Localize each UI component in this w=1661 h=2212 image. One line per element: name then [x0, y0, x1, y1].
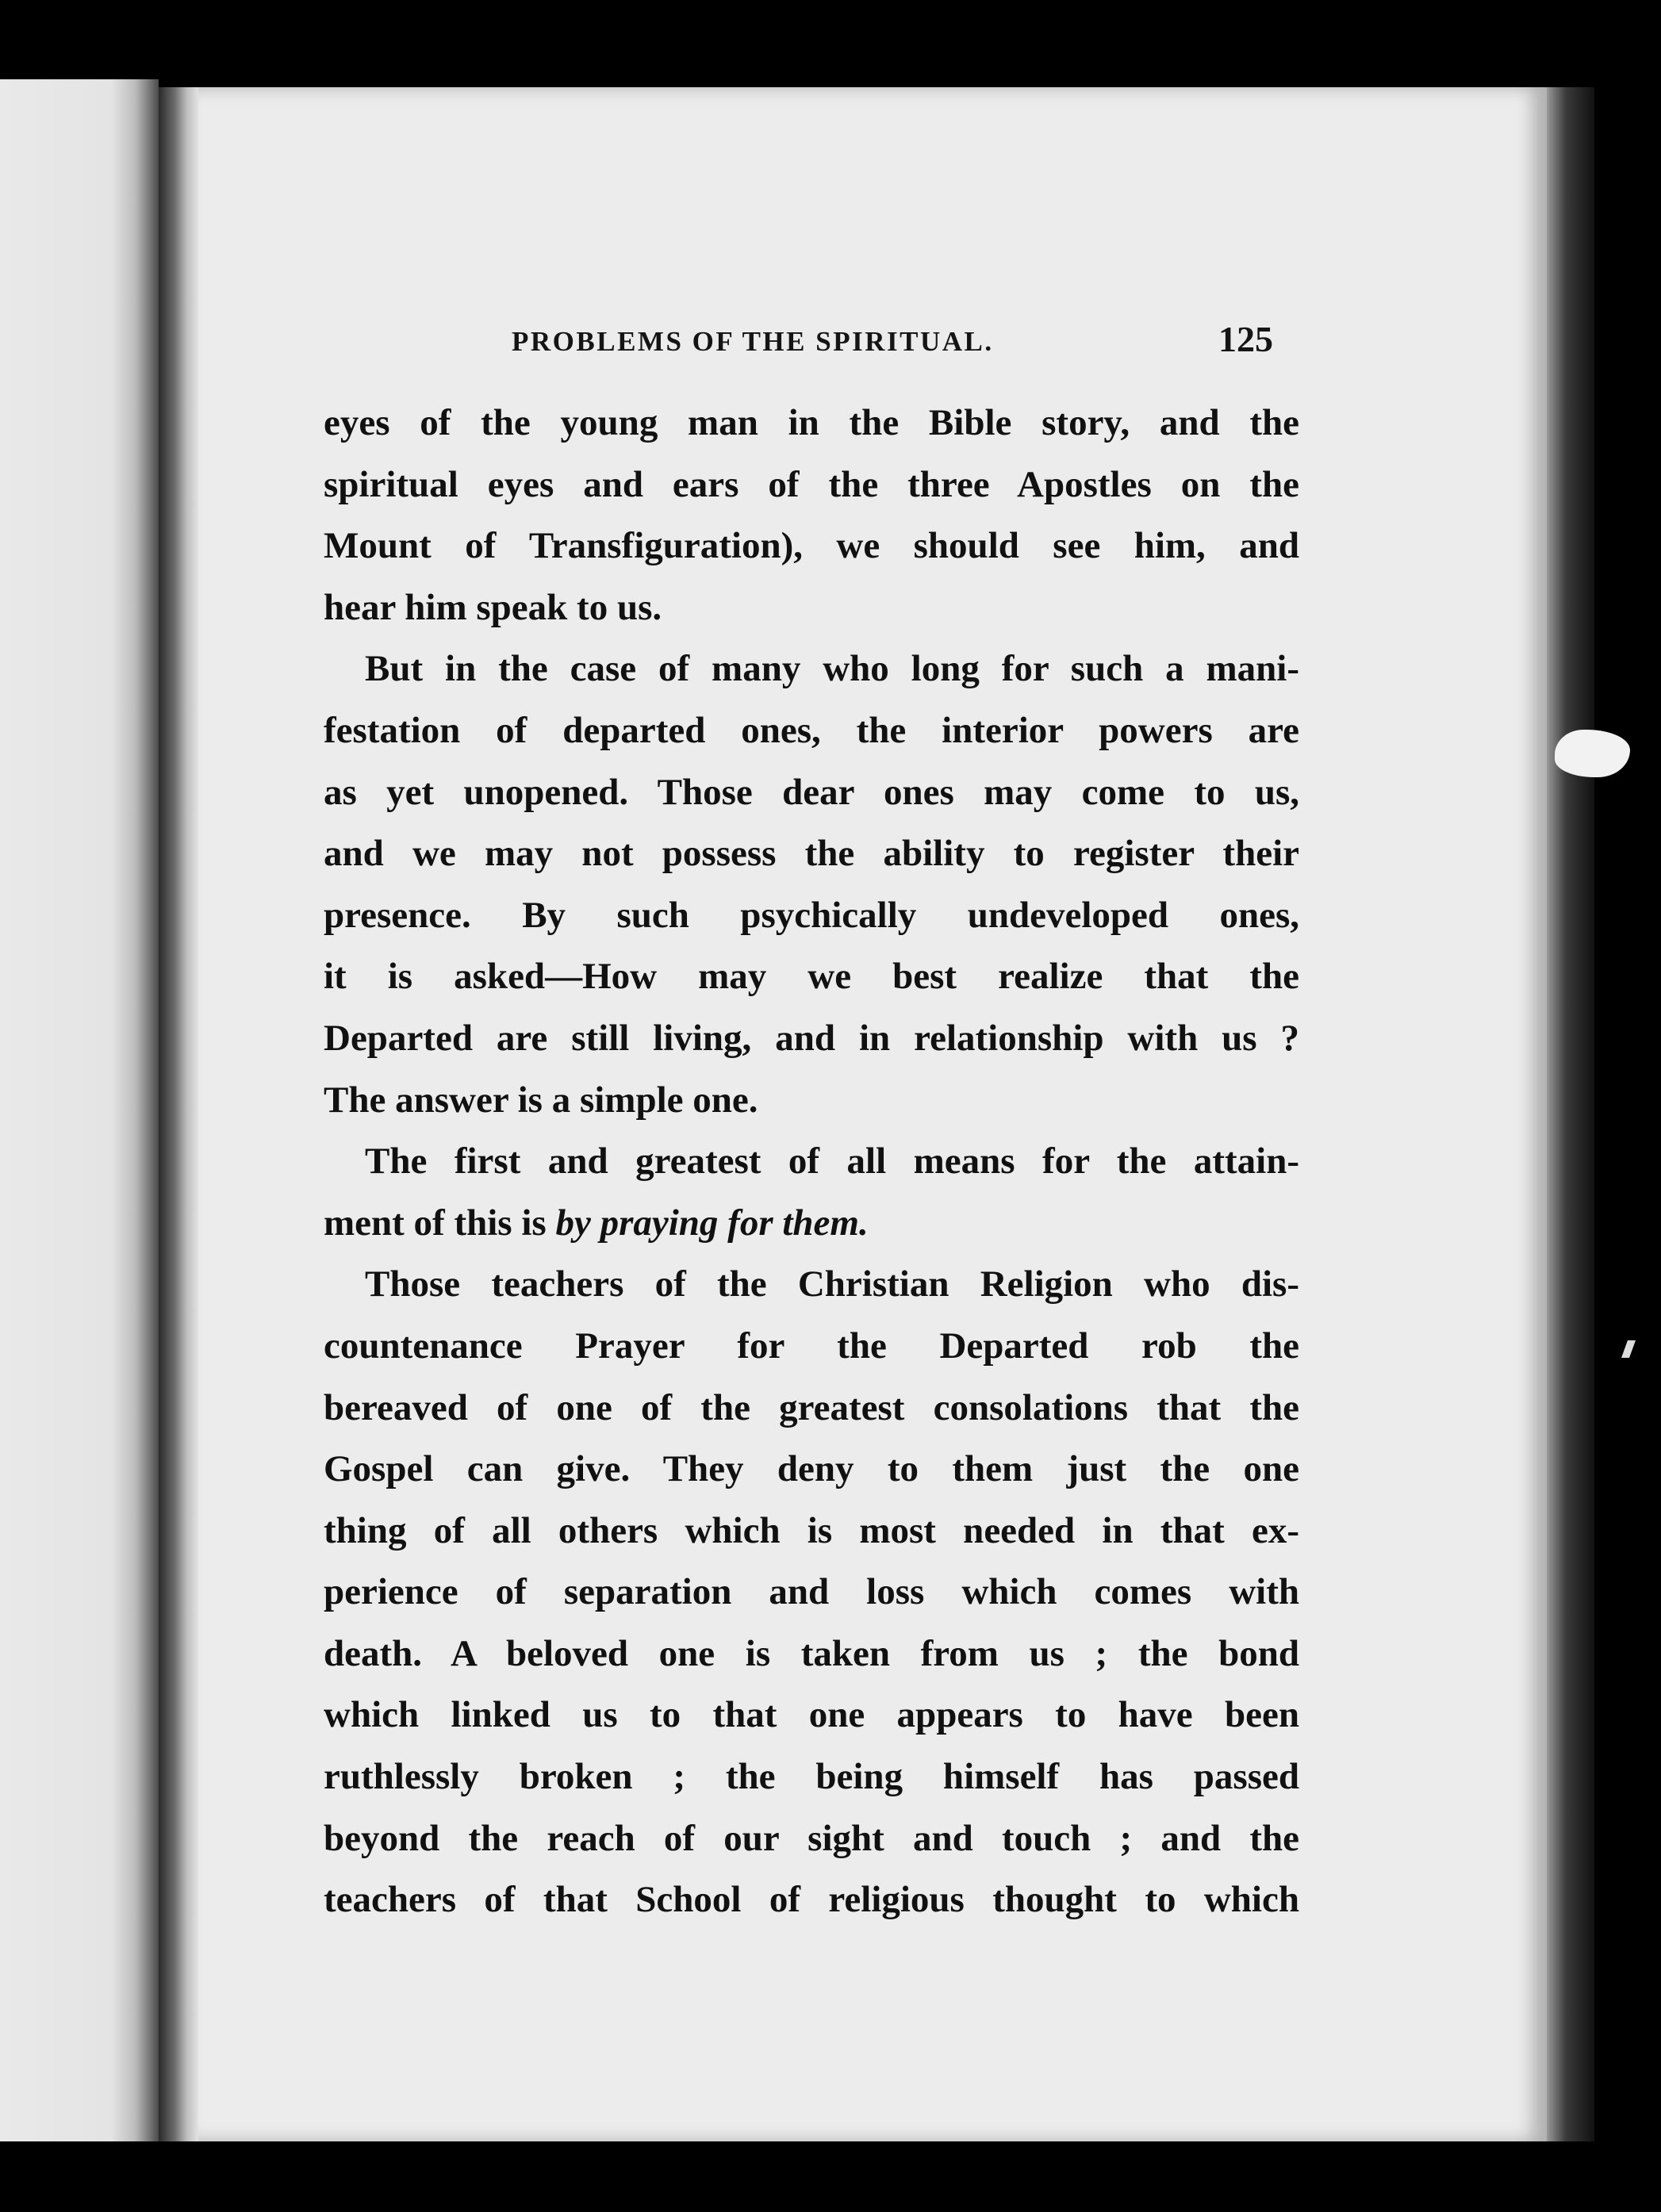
text-line: bereaved of one of the greatest consolations that the: [324, 1386, 1299, 1428]
text-line: festation of departed ones, the interior powers are: [324, 709, 1299, 751]
emphasis-text: by praying for them.: [555, 1202, 869, 1244]
text-line-start: ment of this is: [324, 1202, 556, 1244]
text-line: The first and greatest of all means for the attain-: [365, 1141, 1299, 1183]
page-number: 125: [1218, 319, 1273, 359]
text-line: countenance Prayer for the Departed rob the: [324, 1325, 1299, 1367]
previous-page-edge: [0, 79, 159, 2141]
text-line: [324, 1193, 1299, 1255]
text-line: death. A beloved one is taken from us ; the bond: [324, 1632, 1299, 1674]
edge-speck: [1621, 1340, 1636, 1358]
text-line: spiritual eyes and ears of the three Apostles on the: [324, 463, 1299, 505]
text-line: and we may not possess the ability to register their: [324, 833, 1299, 875]
running-head-title: PROBLEMS OF THE SPIRITUAL.: [512, 326, 994, 357]
paper-tab-mark: [1555, 730, 1630, 777]
body-text: [324, 393, 1299, 1931]
text-line: eyes of the young man in the Bible story, and the: [324, 402, 1299, 443]
text-line: beyond the reach of our sight and touch ; and the: [324, 1817, 1299, 1859]
running-head: [512, 321, 1273, 361]
text-line: ruthlessly broken ; the being himself has passed: [324, 1756, 1299, 1798]
text-line: hear him speak to us.: [324, 586, 662, 628]
text-line: Mount of Transfiguration), we should see him, and: [324, 525, 1299, 567]
text-line: teachers of that School of religious thought to which: [324, 1879, 1299, 1921]
text-line: Departed are still living, and in relationship with us ?: [324, 1017, 1299, 1059]
text-line: But in the case of many who long for such a mani-: [365, 648, 1299, 690]
text-line: thing of all others which is most needed in that ex-: [324, 1509, 1299, 1551]
text-line: The answer is a simple one.: [324, 1079, 758, 1121]
text-line: as yet unopened. Those dear ones may come to us,: [324, 771, 1299, 813]
text-line: Those teachers of the Christian Religion who dis-: [365, 1263, 1299, 1305]
text-line: which linked us to that one appears to have been: [324, 1694, 1299, 1736]
text-line: presence. By such psychically undeveloped ones,: [324, 894, 1299, 936]
text-line: perience of separation and loss which comes with: [324, 1571, 1299, 1613]
text-line: Gospel can give. They deny to them just the one: [324, 1448, 1299, 1490]
book-gutter: [159, 87, 198, 2141]
text-line: it is asked—How may we best realize that the: [324, 956, 1299, 998]
page-right-edge: [1547, 87, 1594, 2141]
